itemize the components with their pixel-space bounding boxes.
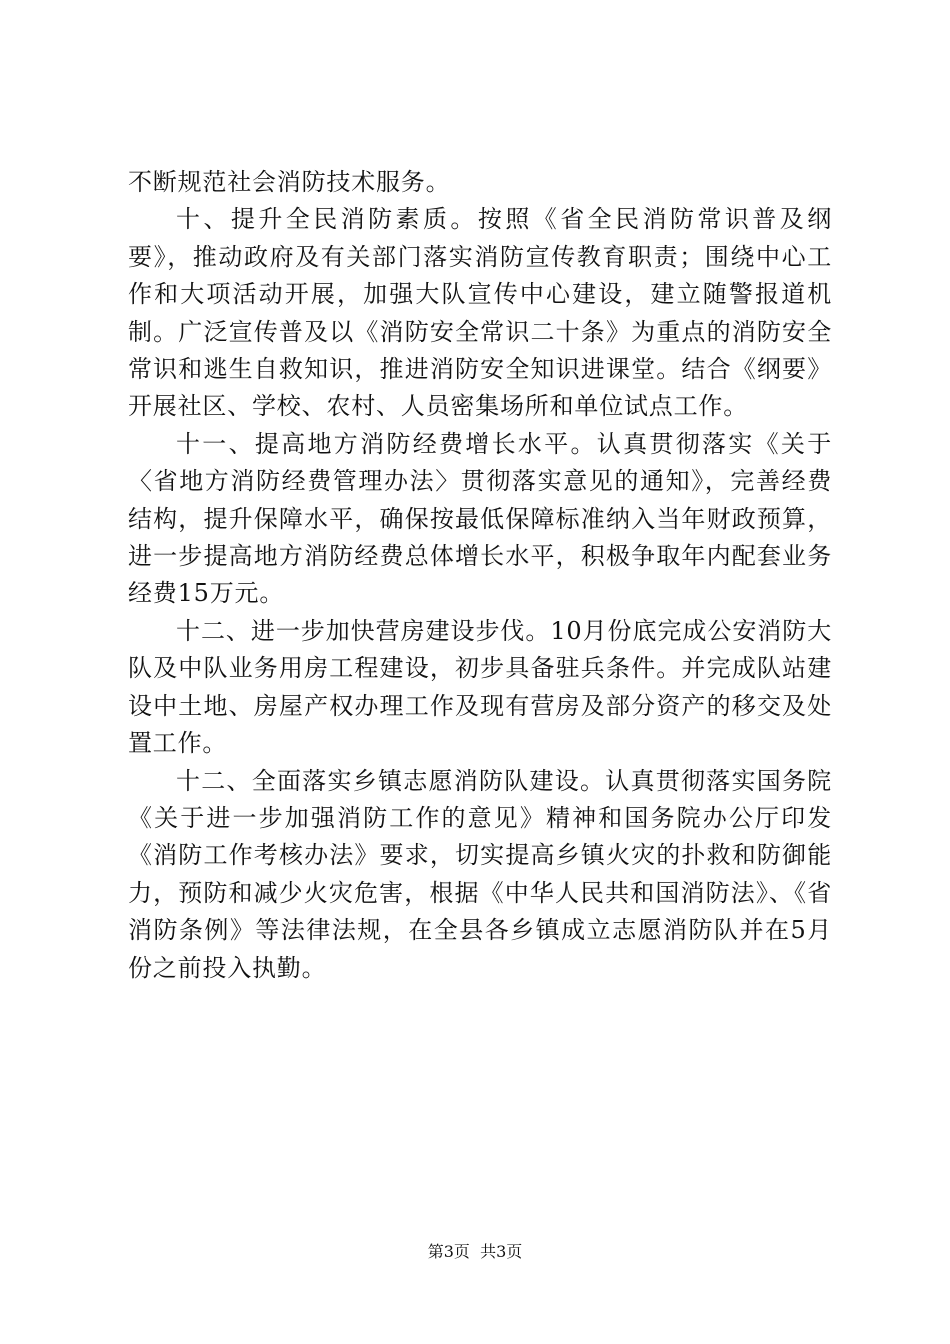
paragraph-item-10: 十、提升全民消防素质。按照《省全民消防常识普及纲要》，推动政府及有关部门落实消防宣传教育职责；围绕中心工作和大项活动开展，加强大队宣传中心建设，建立随警报道机制。广泛宣传普及以《消防安全常识二十条》为重点的消防安全常识和逃生自救知识，推进消防安全知识进课堂。结合《纲要》开展社区、学校、农村、人员密集场所和单位试点工作。 — [128, 205, 832, 421]
page-footer — [0, 1242, 950, 1262]
paragraph-item-11: 十一、提高地方消防经费增长水平。认真贯彻落实《关于〈省地方消防经费管理办法〉贯彻落实意见的通知》，完善经费结构，提升保障水平，确保按最低保障标准纳入当年财政预算，进一步提高地方消防经费总体增长水平，积极争取年内配套业务经费15万元。 — [128, 429, 832, 608]
paragraph-item-12b: 十二、全面落实乡镇志愿消防队建设。认真贯彻落实国务院《关于进一步加强消防工作的意见》精神和国务院办公厅印发《消防工作考核办法》要求，切实提高乡镇火灾的扑救和防御能力，预防和减少火灾危害，根据《中华人民共和国消防法》、《省消防条例》等法律法规，在全县各乡镇成立志愿消防队并在5月份之前投入执勤。 — [128, 766, 832, 982]
paragraph-item-12a: 十二、进一步加快营房建设步伐。10月份底完成公安消防大队及中队业务用房工程建设，初步具备驻兵条件。并完成队站建设中土地、房屋产权办理工作及现有营房及部分资产的移交及处置工作。 — [128, 616, 832, 758]
page-number: 第3页 共3页 — [427, 1242, 523, 1261]
document-body — [128, 164, 832, 987]
paragraph-continuation: 不断规范社会消防技术服务。 — [128, 168, 451, 196]
